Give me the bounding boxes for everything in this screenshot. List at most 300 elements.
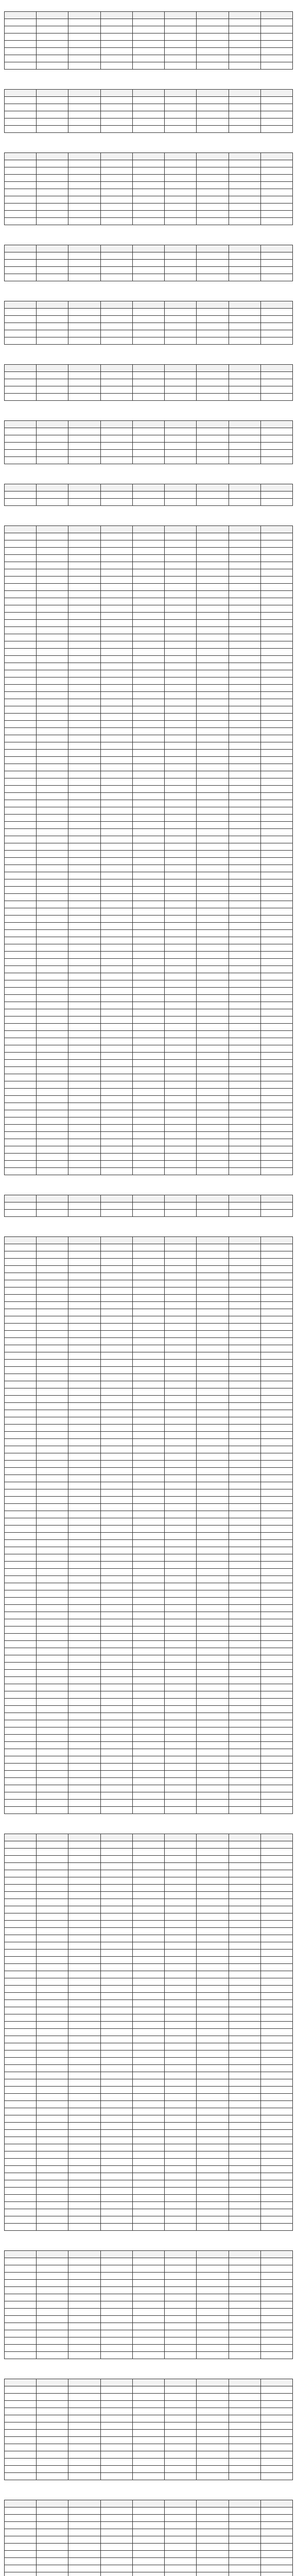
table-cell [37,1195,68,1202]
table-cell [197,1210,229,1217]
table-cell [229,267,260,274]
table-cell [100,2058,132,2065]
table-header-row [5,1195,293,1202]
table-cell [100,2507,132,2515]
table-cell [68,301,100,309]
table-cell [68,2529,100,2536]
table-row [5,175,293,182]
table-cell [5,1117,37,1125]
table-cell [132,1792,164,1800]
table-row [5,1367,293,1374]
table-cell [100,55,132,62]
table-cell [260,1706,292,1713]
roster-table [4,484,293,506]
table-cell [132,577,164,584]
table-cell [68,2544,100,2551]
table-cell [197,1396,229,1403]
table-cell [260,836,292,843]
table-cell [5,2415,37,2422]
table-cell [68,1986,100,1993]
table-cell [229,175,260,182]
table-cell [165,1699,197,1706]
table-cell [260,1569,292,1576]
table-cell [229,1856,260,1863]
table-cell [260,309,292,316]
table-row [5,1110,293,1117]
table-cell [260,692,292,699]
table-row [5,97,293,104]
table-cell [197,316,229,323]
table-row [5,1986,293,1993]
table-cell [100,2301,132,2309]
table-cell [100,1749,132,1756]
table-cell [197,750,229,757]
table-cell [37,2130,68,2137]
table-cell [132,499,164,506]
table-cell [229,1482,260,1489]
table-cell [229,706,260,714]
table-cell [100,2422,132,2430]
table-cell [68,12,100,19]
table-cell [229,2337,260,2345]
table-cell [260,1964,292,1971]
table-cell [5,1331,37,1338]
table-cell [229,450,260,457]
table-cell [229,1089,260,1096]
table-cell [165,301,197,309]
table-cell [68,421,100,428]
table-cell [132,2159,164,2166]
table-cell [197,1590,229,1598]
table-cell [68,1778,100,1785]
table-cell [100,1569,132,1576]
roster-table [4,364,293,401]
table-cell [5,966,37,973]
table-cell [68,1971,100,1978]
table-cell [197,175,229,182]
table-cell [100,807,132,815]
table-cell [197,569,229,577]
table-cell [37,1598,68,1605]
table-cell [5,1619,37,1626]
table-cell [197,2058,229,2065]
table-cell [229,2036,260,2043]
table-cell [229,1396,260,1403]
table-cell [37,1942,68,1950]
table-cell [229,1841,260,1849]
table-cell [37,1841,68,1849]
table-cell [37,457,68,464]
table-cell [260,1634,292,1641]
table-cell [100,944,132,952]
table-cell [68,2273,100,2280]
table-cell [165,2451,197,2459]
table-cell [132,807,164,815]
table-cell [260,735,292,742]
table-cell [37,2273,68,2280]
table-cell [229,1921,260,1928]
table-cell [197,1132,229,1139]
table-cell [197,1892,229,1899]
table-cell [100,1302,132,1309]
table-cell [229,944,260,952]
table-row [5,591,293,598]
table-cell [68,1756,100,1764]
table-cell [100,721,132,728]
table-cell [132,1540,164,1547]
table-cell [229,1785,260,1792]
table-cell [165,1237,197,1244]
table-cell [68,822,100,829]
table-row [5,793,293,800]
table-cell [229,1489,260,1497]
table-cell [197,2437,229,2444]
table-cell [68,1921,100,1928]
table-cell [260,175,292,182]
table-cell [100,1634,132,1641]
table-cell [37,484,68,492]
table-cell [68,1800,100,1807]
table-cell [197,2430,229,2437]
table-cell [197,1009,229,1016]
table-cell [197,641,229,649]
table-cell [37,111,68,118]
table-cell [37,1706,68,1713]
table-cell [37,656,68,663]
table-cell [100,800,132,807]
table-cell [165,1691,197,1699]
table-cell [197,1439,229,1446]
table-cell [229,591,260,598]
table-cell [68,1475,100,1482]
table-cell [197,800,229,807]
table-cell [100,641,132,649]
table-row [5,1540,293,1547]
table-cell [132,1612,164,1619]
table-cell [132,1849,164,1856]
table-cell [229,2115,260,2123]
table-cell [100,2065,132,2072]
table-cell [197,2101,229,2108]
table-cell [132,1598,164,1605]
table-row [5,1497,293,1504]
table-cell [229,577,260,584]
table-cell [229,721,260,728]
table-cell [229,959,260,966]
table-cell [132,267,164,274]
table-row [5,1210,293,1217]
table-cell [68,499,100,506]
table-cell [37,1863,68,1870]
table-cell [100,153,132,160]
table-cell [132,1096,164,1103]
table-cell [68,627,100,634]
table-cell [260,2101,292,2108]
table-cell [37,1778,68,1785]
table-row [5,1009,293,1016]
table-cell [132,1641,164,1648]
table-cell [5,1345,37,1352]
table-cell [260,1016,292,1024]
table-cell [100,613,132,620]
table-cell [37,2079,68,2087]
table-cell [5,649,37,656]
table-cell [100,829,132,836]
table-cell [68,2123,100,2130]
table-cell [132,894,164,901]
table-cell [229,1352,260,1360]
table-cell [100,634,132,641]
table-cell [100,245,132,252]
table-cell [260,260,292,267]
table-cell [68,2287,100,2294]
table-cell [37,97,68,104]
table-cell [260,153,292,160]
table-cell [100,995,132,1002]
table-row [5,2544,293,2551]
table-cell [229,2123,260,2130]
table-cell [165,2202,197,2209]
table-cell [260,980,292,988]
table-cell [165,2065,197,2072]
table-cell [165,843,197,851]
table-cell [229,858,260,865]
table-cell [37,533,68,540]
table-cell [132,2209,164,2216]
table-cell [260,685,292,692]
table-cell [165,1735,197,1742]
table-cell [37,2058,68,2065]
table-row [5,2466,293,2473]
table-cell [260,1031,292,1038]
table-cell [165,677,197,685]
table-cell [260,2258,292,2265]
table-cell [260,2294,292,2301]
table-cell [260,807,292,815]
table-cell [197,2000,229,2007]
table-cell [197,872,229,879]
table-cell [132,872,164,879]
table-row [5,2386,293,2394]
table-cell [260,2265,292,2273]
table-cell [260,48,292,55]
table-cell [68,1626,100,1634]
table-cell [68,1074,100,1081]
table-cell [37,1439,68,1446]
table-cell [197,620,229,627]
table-cell [37,1648,68,1655]
table-row [5,1749,293,1756]
table-row [5,1316,293,1324]
table-cell [165,1978,197,1986]
table-cell [37,316,68,323]
table-cell [5,786,37,793]
table-cell [5,2137,37,2144]
table-row [5,167,293,175]
table-cell [197,2565,229,2572]
table-cell [165,111,197,118]
table-cell [132,2572,164,2576]
table-cell [68,104,100,111]
table-cell [197,2159,229,2166]
table-cell [165,1096,197,1103]
table-cell [100,1439,132,1446]
table-cell [260,843,292,851]
table-cell [132,598,164,605]
table-cell [5,2224,37,2231]
table-cell [68,2209,100,2216]
table-cell [100,1125,132,1132]
table-cell [260,2072,292,2079]
table-cell [260,613,292,620]
table-row [5,872,293,879]
table-cell [100,1132,132,1139]
table-cell [260,800,292,807]
table-row [5,2536,293,2544]
table-cell [132,2430,164,2437]
table-cell [100,323,132,330]
table-cell [37,1877,68,1885]
table-cell [260,2094,292,2101]
table-cell [68,2159,100,2166]
table-cell [68,1870,100,1877]
table-cell [132,2087,164,2094]
table-cell [165,379,197,386]
table-cell [37,1742,68,1749]
table-cell [100,1446,132,1453]
table-cell [229,2007,260,2014]
table-cell [165,365,197,372]
table-cell [260,2379,292,2386]
table-cell [68,1742,100,1749]
table-cell [197,2422,229,2430]
table-cell [165,90,197,97]
table-cell [5,858,37,865]
table-cell [132,1756,164,1764]
table-cell [100,1935,132,1942]
table-cell [100,1663,132,1670]
table-cell [260,815,292,822]
table-cell [229,252,260,260]
table-cell [197,2180,229,2188]
table-cell [132,189,164,196]
table-cell [37,1374,68,1381]
table-cell [165,858,197,865]
table-cell [5,1612,37,1619]
table-cell [5,182,37,189]
table-row [5,267,293,274]
table-cell [100,1942,132,1950]
table-cell [68,2280,100,2287]
table-cell [37,2265,68,2273]
table-cell [229,1511,260,1518]
table-cell [100,1461,132,1468]
table-cell [132,2216,164,2224]
table-cell [5,1060,37,1067]
table-cell [260,19,292,26]
table-cell [197,584,229,591]
table-row [5,1928,293,1935]
table-cell [37,1605,68,1612]
table-cell [260,2036,292,2043]
table-cell [100,1785,132,1792]
table-cell [197,2014,229,2022]
table-cell [5,735,37,742]
table-cell [229,786,260,793]
table-cell [260,966,292,973]
table-cell [165,533,197,540]
table-row [5,663,293,670]
table-cell [100,2529,132,2536]
table-cell [100,865,132,872]
table-cell [5,1002,37,1009]
table-cell [165,1053,197,1060]
table-cell [100,1792,132,1800]
table-cell [37,750,68,757]
table-row [5,274,293,281]
table-cell [5,337,37,345]
table-row [5,807,293,815]
table-cell [132,1031,164,1038]
table-cell [100,1038,132,1045]
table-cell [132,677,164,685]
table-cell [68,1410,100,1417]
table-cell [5,2294,37,2301]
table-row [5,492,293,499]
table-row [5,204,293,211]
table-cell [37,973,68,980]
table-cell [68,1309,100,1316]
table-row [5,2144,293,2151]
table-cell [260,2014,292,2022]
table-cell [197,1482,229,1489]
table-cell [197,1691,229,1699]
table-cell [68,908,100,916]
table-cell [229,1971,260,1978]
table-cell [68,323,100,330]
table-cell [132,793,164,800]
table-cell [68,1432,100,1439]
table-cell [132,1489,164,1497]
table-cell [260,2572,292,2576]
table-cell [197,1971,229,1978]
table-cell [100,2323,132,2330]
table-cell [229,196,260,204]
table-cell [260,1518,292,1526]
table-cell [165,126,197,133]
table-cell [5,1139,37,1146]
table-cell [260,2079,292,2087]
table-cell [229,1605,260,1612]
table-cell [68,118,100,126]
table-cell [37,2401,68,2408]
table-cell [165,182,197,189]
table-cell [197,548,229,555]
table-cell [5,872,37,879]
table-cell [260,656,292,663]
table-cell [229,2408,260,2415]
table-cell [100,1396,132,1403]
table-cell [68,952,100,959]
grade-heading [4,293,293,301]
table-cell [100,274,132,281]
table-cell [197,699,229,706]
table-cell [260,211,292,218]
table-cell [260,1251,292,1259]
table-cell [100,2522,132,2529]
table-cell [260,793,292,800]
table-cell [165,1713,197,1720]
